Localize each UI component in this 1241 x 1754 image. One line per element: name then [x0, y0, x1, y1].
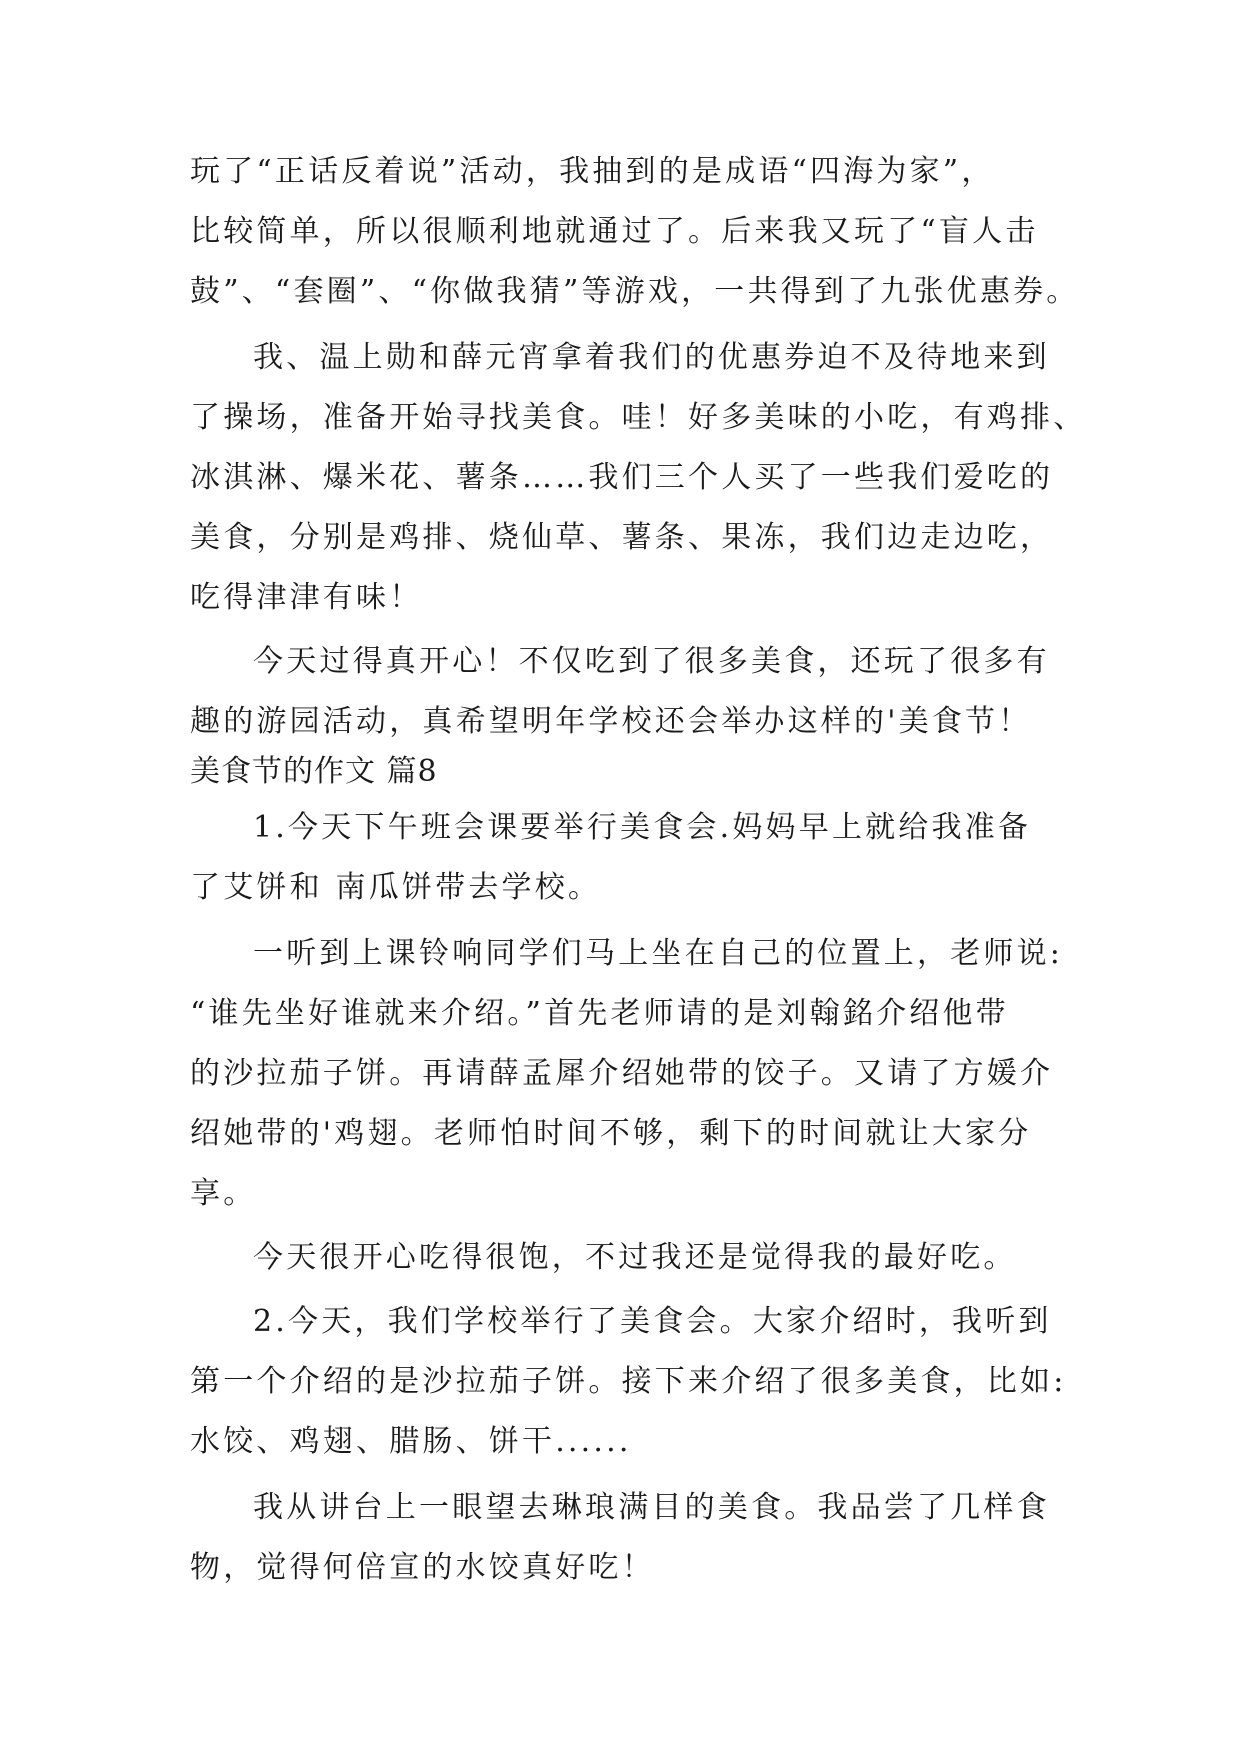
text-line: 比较简单，所以很顺利地就通过了。后来我又玩了“盲人击	[190, 214, 1039, 249]
text-line: 了操场，准备开始寻找美食。哇！好多美味的小吃，有鸡排、	[190, 400, 1087, 435]
paragraph-start: 1.今天下午班会课要举行美食会.妈妈早上就给我准备	[253, 810, 1032, 845]
text-line: 趣的游园活动，真希望明年学校还会举办这样的'美食节！	[190, 704, 1032, 739]
paragraph-start: 今天很开心吃得很饱，不过我还是觉得我的最好吃。	[253, 1240, 1017, 1275]
paragraph-start: 我、温上勋和薛元宵拿着我们的优惠券迫不及待地来到	[253, 340, 1050, 375]
text-line: 的沙拉茄子饼。再请薛孟犀介绍她带的饺子。又请了方媛介	[190, 1056, 1054, 1091]
text-line: 水饺、鸡翅、腊肠、饼干......	[190, 1424, 632, 1459]
text-line: 了艾饼和 南瓜饼带去学校。	[190, 870, 602, 905]
text-line: 第一个介绍的是沙拉茄子饼。接下来介绍了很多美食，比如:	[190, 1364, 1067, 1399]
text-line: 玩了“正话反着说”活动，我抽到的是成语“四海为家”，	[190, 154, 995, 189]
text-line: 鼓”、“套圈”、“你做我猜”等游戏，一共得到了九张优惠券。	[190, 274, 1080, 309]
text-line: 吃得津津有味！	[190, 580, 423, 615]
paragraph-start: 今天过得真开心！不仅吃到了很多美食，还玩了很多有	[253, 644, 1050, 679]
text-line: 绍她带的'鸡翅。老师怕时间不够，剩下的时间就让大家分	[190, 1116, 1032, 1151]
paragraph-start: 一听到上课铃响同学们马上坐在自己的位置上，老师说:	[253, 936, 1064, 971]
paragraph-start: 我从讲台上一眼望去琳琅满目的美食。我品尝了几样食	[253, 1490, 1050, 1525]
paragraph-start: 2.今天，我们学校举行了美食会。大家介绍时，我听到	[253, 1304, 1052, 1339]
text-line: 美食，分别是鸡排、烧仙草、薯条、果冻，我们边走边吃，	[190, 520, 1054, 555]
text-line: 冰淇淋、爆米花、薯条……我们三个人买了一些我们爱吃的	[190, 460, 1054, 495]
text-line: “谁先坐好谁就来介绍。”首先老师请的是刘翰銘介绍他带	[190, 996, 1009, 1031]
text-line: 物，觉得何倍宣的水饺真好吃！	[190, 1550, 655, 1585]
text-line: 享。	[190, 1176, 257, 1211]
section-heading: 美食节的作文 篇8	[190, 754, 438, 789]
